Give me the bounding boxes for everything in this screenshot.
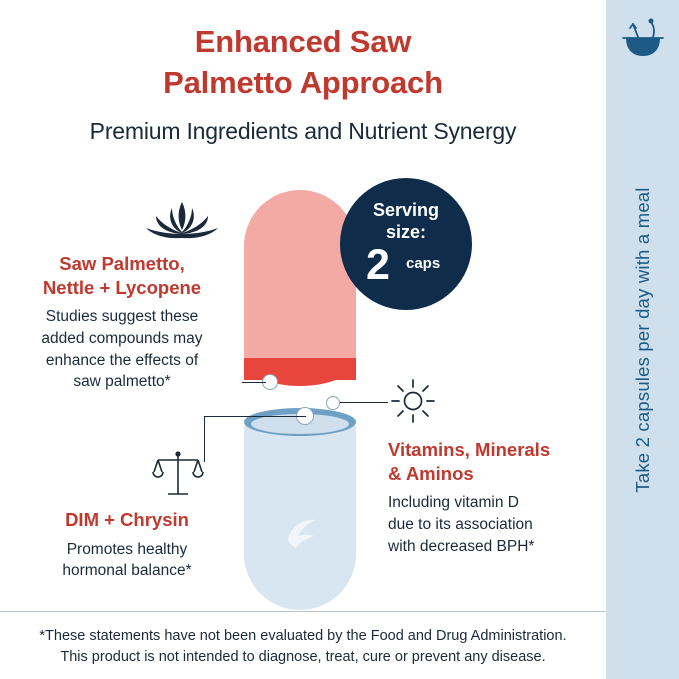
serving-size-label-line2: size:: [385, 221, 427, 242]
callout-dim-chrysin-body: [22, 539, 232, 582]
callout-vitamins-body-line3: with decreased BPH*: [388, 537, 535, 555]
callout-vitamins: [388, 438, 588, 557]
callout-dim-chrysin-body-line2: hormonal balance*: [62, 562, 192, 580]
bubble-3: [326, 396, 340, 410]
balance-scale-icon: [152, 448, 204, 503]
serving-size-label: [340, 200, 472, 244]
callout-saw-palmetto-body: [12, 306, 232, 393]
callout-saw-palmetto-body-line4: saw palmetto*: [73, 373, 171, 391]
callout-vitamins-body-line1: Including vitamin D: [388, 494, 519, 512]
leader-line-right: [340, 402, 388, 403]
footer-disclaimer-line1: *These statements have not been evaluated by the Food and Drug Administration.: [39, 628, 567, 644]
leader-line-vertical: [204, 416, 205, 462]
leader-line-top: [242, 382, 266, 383]
callout-vitamins-heading-line2: & Aminos: [388, 462, 474, 484]
callout-vitamins-heading-line1: Vitamins, Minerals: [388, 439, 551, 460]
footer-disclaimer-line2: This product is not intended to diagnose, treat, cure or prevent any disease.: [60, 649, 546, 666]
callout-saw-palmetto-heading-line1: Saw Palmetto,: [59, 253, 185, 274]
page-title-line1: Enhanced Saw: [194, 24, 412, 59]
callout-vitamins-body-line2: due to its association: [388, 516, 533, 534]
bowl-with-spoon-icon: [620, 18, 666, 67]
callout-saw-palmetto-body-line2: added compounds may: [41, 330, 203, 348]
callout-saw-palmetto-body-line1: Studies suggest these: [45, 308, 199, 326]
footer-disclaimer: [0, 626, 606, 668]
usage-sidebar: [606, 0, 679, 679]
callout-vitamins-heading: [388, 438, 588, 485]
callout-saw-palmetto: [12, 252, 232, 393]
sun-icon: [390, 378, 436, 429]
page-title: [0, 22, 606, 104]
usage-sidebar-inner: [606, 0, 679, 679]
footer-divider: [0, 611, 606, 612]
serving-size-badge: [340, 178, 472, 310]
callout-dim-chrysin-body-line1: Promotes healthy: [66, 540, 188, 558]
serving-size-amount: 2: [366, 241, 390, 289]
page-subtitle: Premium Ingredients and Nutrient Synergy: [89, 118, 517, 144]
callout-saw-palmetto-heading: [12, 252, 232, 299]
usage-sidebar-text: Take 2 capsules per day with a meal: [631, 186, 653, 493]
brand-leaf-logo: [280, 512, 322, 554]
lotus-icon: [142, 200, 222, 245]
serving-size-label-line1: Serving: [372, 200, 440, 220]
callout-dim-chrysin-heading: DIM + Chrysin: [65, 509, 189, 530]
leader-line-horizontal: [204, 416, 306, 417]
page-title-line2: Palmetto Approach: [163, 64, 443, 100]
callout-saw-palmetto-heading-line2: Nettle + Lycopene: [42, 276, 202, 298]
callout-saw-palmetto-body-line3: enhance the effects of: [45, 351, 199, 369]
serving-size-unit: caps: [406, 255, 441, 272]
callout-dim-chrysin: [22, 508, 232, 582]
callout-vitamins-body: [388, 492, 588, 557]
